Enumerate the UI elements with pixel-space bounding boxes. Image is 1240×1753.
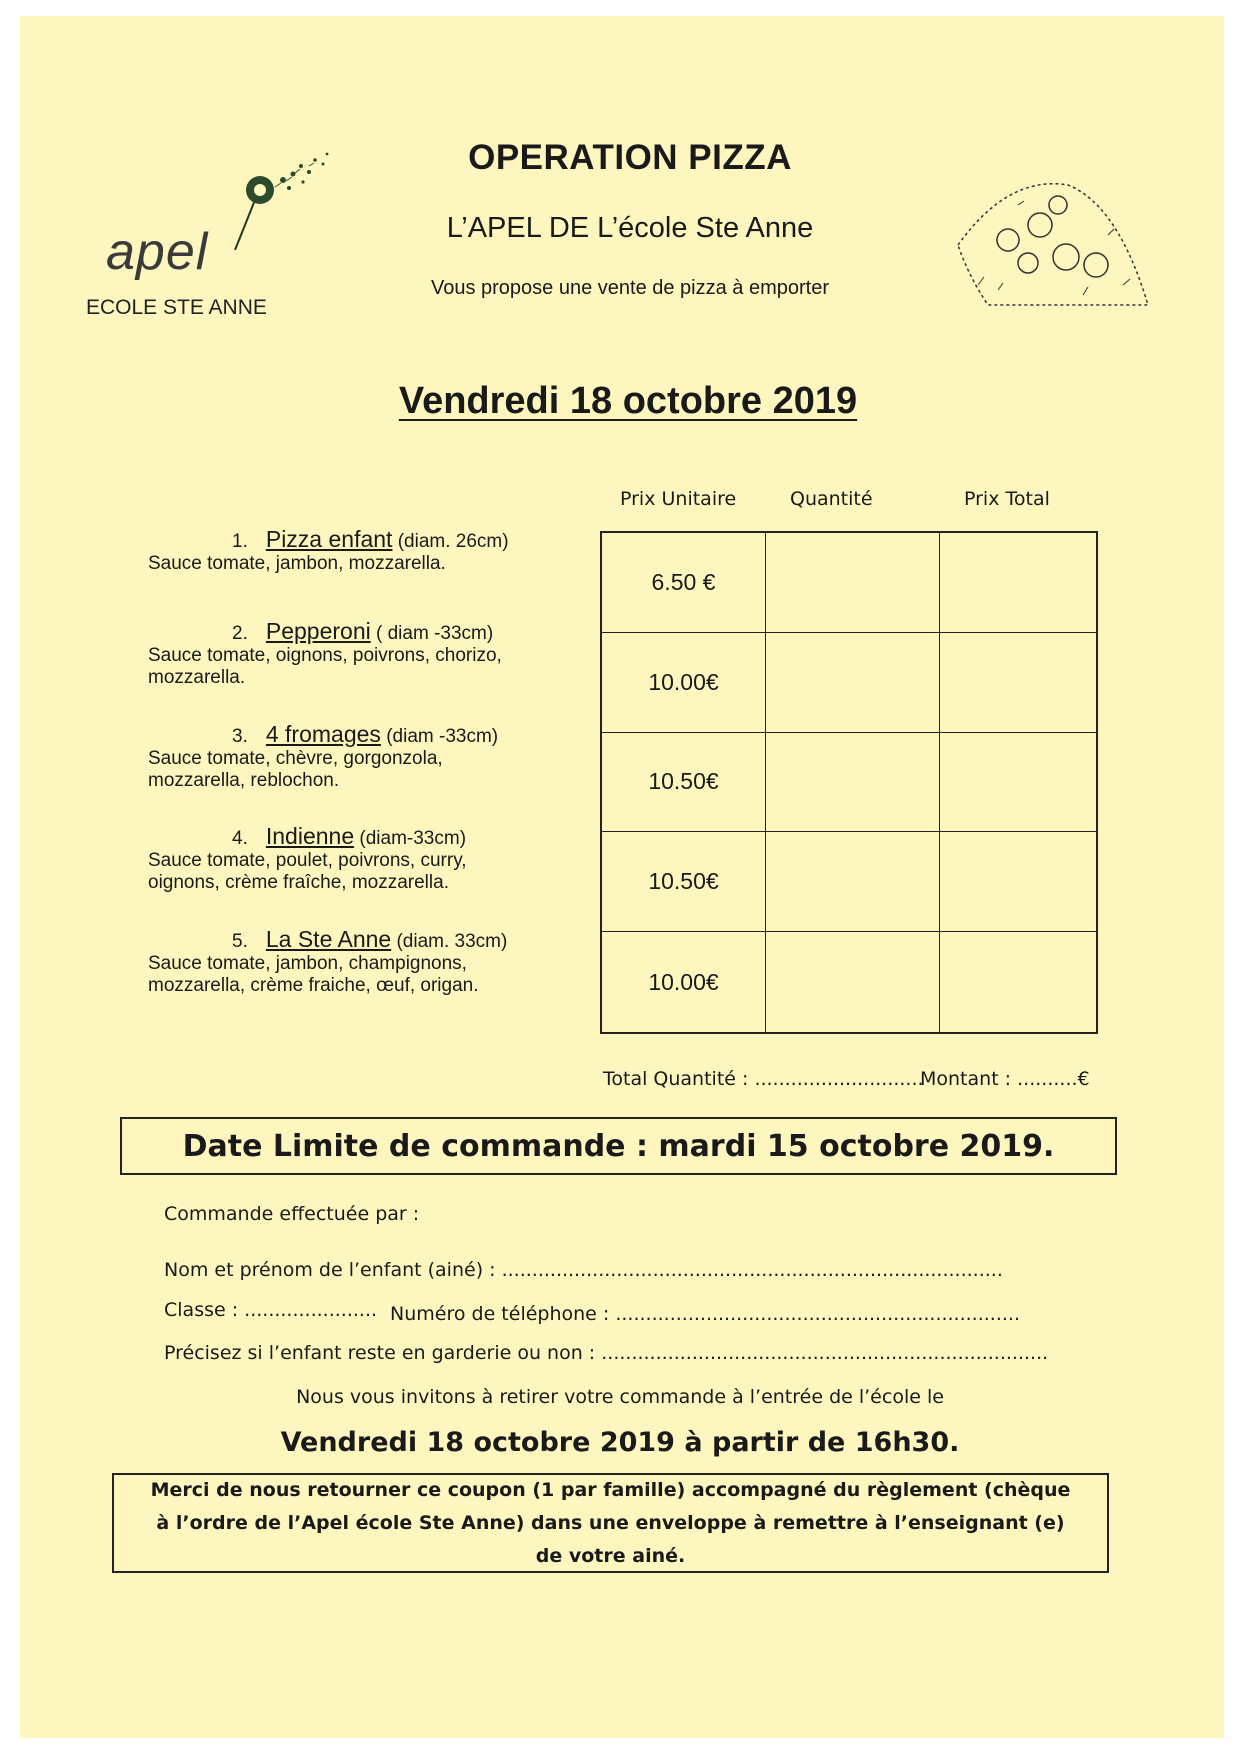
phone-field[interactable]: Numéro de téléphone : ................................................................... — [390, 1303, 1020, 1325]
quantity-input-cell[interactable] — [766, 932, 940, 1032]
col-total-price: Prix Total — [964, 488, 1050, 510]
daycare-field[interactable]: Précisez si l’enfant reste en garderie ou non : .......................................................................... — [164, 1342, 1049, 1364]
page-subtitle: L’APEL DE L’école Ste Anne — [446, 212, 814, 244]
pizza-description: Sauce tomate, poulet, poivrons, curry, — [148, 850, 467, 871]
quantity-input-cell[interactable] — [766, 733, 940, 833]
pickup-text: Nous vous invitons à retirer votre commande à l’entrée de l’école le — [296, 1386, 944, 1408]
order-table — [600, 531, 1098, 1034]
pizza-item: 1. Pizza enfant (diam. 26cm) Sauce tomate, jambon, mozzarella. — [148, 528, 588, 575]
total-price-input-cell[interactable] — [940, 832, 1096, 932]
pizza-description: mozzarella, reblochon. — [148, 770, 340, 791]
pizza-description: Sauce tomate, jambon, mozzarella. — [148, 553, 446, 574]
pizza-item: 2. Pepperoni ( diam -33cm) Sauce tomate, oignons, poivrons, chorizo, mozzarella. — [148, 620, 588, 689]
logo-school-name: ECOLE STE ANNE — [86, 296, 267, 319]
quantity-input-cell[interactable] — [766, 533, 940, 633]
class-field[interactable]: Classe : ...................... — [164, 1299, 378, 1321]
pizza-item: 3. 4 fromages (diam -33cm) Sauce tomate, chèvre, gorgonzola, mozzarella, reblochon. — [148, 723, 588, 792]
dandelion-icon — [215, 150, 335, 250]
total-price-input-cell[interactable] — [940, 733, 1096, 833]
pizza-description: mozzarella. — [148, 667, 246, 688]
page-title: OPERATION PIZZA — [468, 138, 792, 177]
col-quantity: Quantité — [790, 488, 873, 510]
unit-price-cell: 10.00€ — [602, 633, 766, 733]
total-price-input-cell[interactable] — [940, 932, 1096, 1032]
pizza-description: mozzarella, crème fraiche, œuf, origan. — [148, 975, 479, 996]
event-date: Vendredi 18 octobre 2019 — [398, 380, 858, 422]
apel-logo-word: apel — [106, 223, 209, 281]
pickup-date: Vendredi 18 octobre 2019 à partir de 16h30. — [280, 1427, 960, 1458]
unit-price-cell: 10.00€ — [602, 932, 766, 1032]
pizza-item: 5. La Ste Anne (diam. 33cm) Sauce tomate, jambon, champignons, mozzarella, crème fraiche, œuf, origan. — [148, 928, 588, 997]
pizza-description: Sauce tomate, jambon, champignons, — [148, 953, 467, 974]
unit-price-cell: 10.50€ — [602, 832, 766, 932]
total-price-input-cell[interactable] — [940, 533, 1096, 633]
total-price-input-cell[interactable] — [940, 633, 1096, 733]
unit-price-cell: 6.50 € — [602, 533, 766, 633]
pizza-description: Sauce tomate, oignons, poivrons, chorizo, — [148, 645, 502, 666]
return-coupon-note: Merci de nous retourner ce coupon (1 par famille) accompagné du règlement (chèque à l’ordre de l’Apel école Ste Anne) dans une enveloppe à remettre à l’enseignant (e) de votre ainé. — [112, 1473, 1109, 1573]
pizza-description: Sauce tomate, chèvre, gorgonzola, — [148, 748, 443, 769]
col-unit-price: Prix Unitaire — [620, 488, 737, 510]
amount-line[interactable]: Montant : ..........€ — [920, 1068, 1090, 1090]
quantity-input-cell[interactable] — [766, 633, 940, 733]
unit-price-cell: 10.50€ — [602, 733, 766, 833]
order-deadline-box: Date Limite de commande : mardi 15 octobre 2019. — [120, 1117, 1117, 1175]
pizza-description: oignons, crème fraîche, mozzarella. — [148, 872, 449, 893]
child-name-field[interactable]: Nom et prénom de l’enfant (ainé) : ................................................................................... — [164, 1259, 1003, 1281]
tagline: Vous propose une vente de pizza à emporter — [430, 277, 830, 299]
ordered-by-label: Commande effectuée par : — [164, 1203, 420, 1225]
pizza-item: 4. Indienne (diam-33cm) Sauce tomate, poulet, poivrons, curry, oignons, crème fraîche, mozzarella. — [148, 825, 588, 894]
total-quantity-line[interactable]: Total Quantité : ............................ — [603, 1068, 924, 1090]
quantity-input-cell[interactable] — [766, 832, 940, 932]
pizza-slice-illustration — [948, 165, 1153, 315]
